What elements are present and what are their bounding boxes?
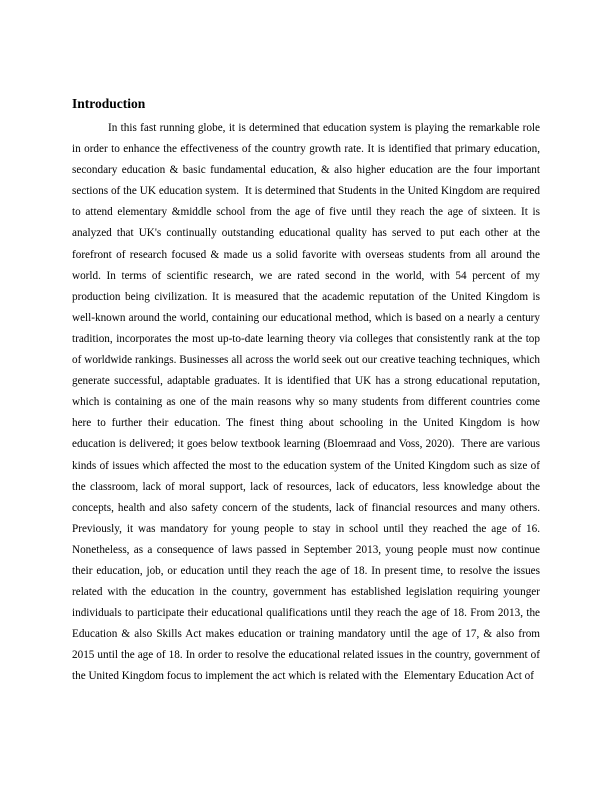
section-heading: Introduction [72,96,146,111]
body-paragraph: In this fast running globe, it is determined that education system is playing the remarkable role in order to enhance the effectiveness of the country growth rate. It is identified that primary education, secondary education & basic fundamental education, & also higher education are the four important sections of the UK education system. It is determined that Students in the United Kingdom are required to attend elementary &middle school from the age of five until they reach the age of sixteen. It is analyzed that UK's continually outstanding educational quality has served to put each other at the forefront of research focused & made us a solid favorite with overseas students from all around the world. In terms of scientific research, we are rated second in the world, with 54 percent of my production being civilization. It is measured that the academic reputation of the United Kingdom is well-known around the world, containing our educational method, which is based on a nearly a century tradition, incorporates the most up-to-date learning theory via colleges that consistently rank at the top of worldwide rankings. Businesses all across the world seek out our creative teaching techniques, which generate successful, adaptable graduates. It is identified that UK has a strong educational reputation, which is containing as one of the main reasons why so many students from different countries come here to further their education. The finest thing about schooling in the United Kingdom is how education is delivered; it goes below textbook learning (Bloemraad and Voss, 2020). There are various kinds of issues which affected the most to the education system of the United Kingdom such as size of the classroom, lack of moral support, lack of resources, lack of educators, less knowledge about the concepts, health and also safety concern of the students, lack of financial resources and many others. Previously, it was mandatory for young people to stay in school until they reached the age of 16. Nonetheless, as a consequence of laws passed in September 2013, young people must now continue their education, job, or education until they reach the age of 18. In present time, to resolve the issues related with the education in the country, government has established legislation requiring younger individuals to participate their educational qualifications until they reach the age of 18. From 2013, the Education & also Skills Act makes education or training mandatory until the age of 17, & also from 2015 until the age of 18. In order to resolve the educational related issues in the country, government of the United Kingdom focus to implement the act which is related with the Elementary Education Act of [72,122,546,683]
